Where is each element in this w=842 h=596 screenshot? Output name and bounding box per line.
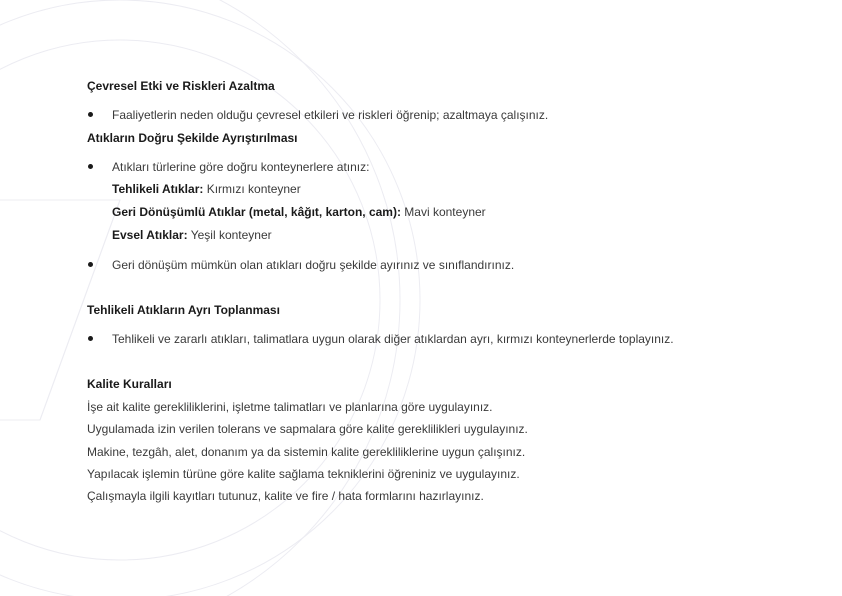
- list-item-text: Faaliyetlerin neden olduğu çevresel etkileri ve riskleri öğrenip; azaltmaya çalışınız.: [112, 108, 549, 122]
- bullet-icon: [88, 164, 93, 169]
- quality-line: Çalışmayla ilgili kayıtları tutunuz, kalite ve fire / hata formlarını hazırlayınız.: [87, 489, 484, 503]
- waste-type-hazardous: Tehlikeli Atıklar: Kırmızı konteyner: [112, 182, 301, 196]
- quality-line: İşe ait kalite gerekliliklerini, işletme talimatları ve planlarına göre uygulayınız.: [87, 400, 493, 414]
- bullet-icon: [88, 262, 93, 267]
- quality-line: Makine, tezgâh, alet, donanım ya da sistemin kalite gerekliliklerine uygun çalışınız.: [87, 445, 526, 459]
- list-item-text: Geri dönüşüm mümkün olan atıkları doğru şekilde ayırınız ve sınıflandırınız.: [112, 258, 515, 272]
- list-item-text: Atıkları türlerine göre doğru konteynerlere atınız:: [112, 160, 370, 174]
- section-heading-hazardous: Tehlikeli Atıkların Ayrı Toplanması: [87, 303, 280, 317]
- quality-line: Uygulamada izin verilen tolerans ve sapmalara göre kalite gereklilikleri uygulayınız.: [87, 422, 528, 436]
- waste-type-recyclable: Geri Dönüşümlü Atıklar (metal, kâğıt, karton, cam): Mavi konteyner: [112, 205, 486, 219]
- bullet-icon: [88, 112, 93, 117]
- quality-line: Yapılacak işlemin türüne göre kalite sağlama tekniklerini öğreniniz ve uygulayınız.: [87, 467, 520, 481]
- section-heading-quality: Kalite Kuralları: [87, 377, 172, 391]
- waste-type-household: Evsel Atıklar: Yeşil konteyner: [112, 228, 272, 242]
- section-heading-environment: Çevresel Etki ve Riskleri Azaltma: [87, 79, 275, 93]
- list-item-text: Tehlikeli ve zararlı atıkları, talimatlara uygun olarak diğer atıklardan ayrı, kırmızı konteynerlerde toplayınız.: [112, 332, 674, 346]
- section-heading-sorting: Atıkların Doğru Şekilde Ayrıştırılması: [87, 131, 298, 145]
- bullet-icon: [88, 336, 93, 341]
